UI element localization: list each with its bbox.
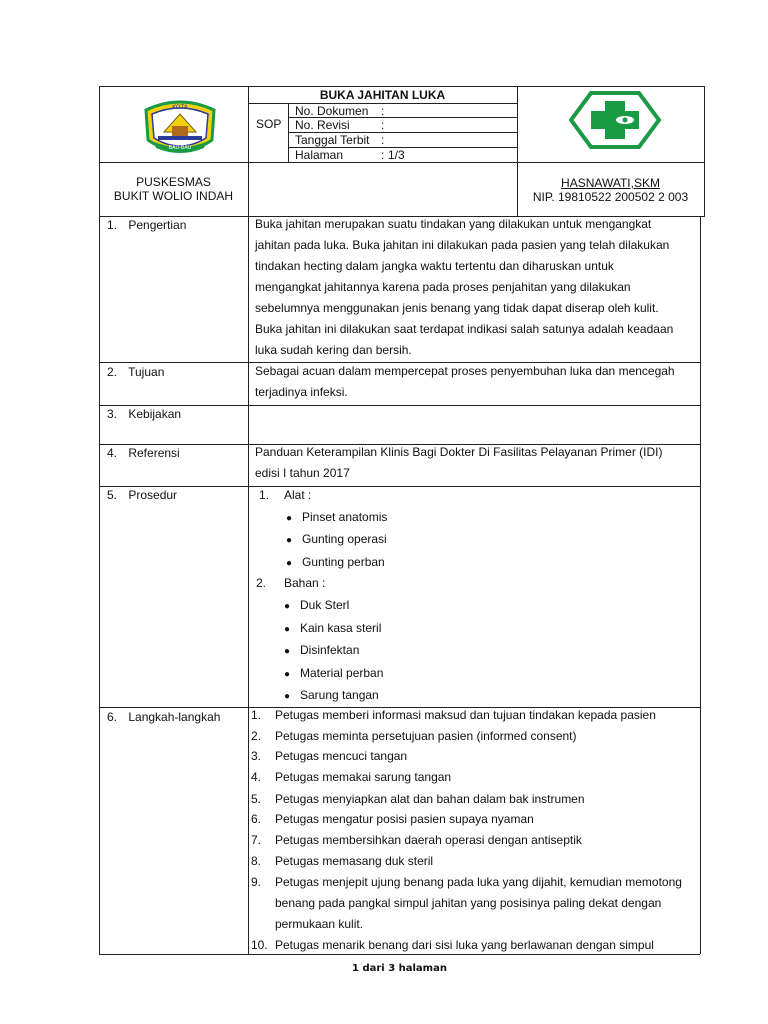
step-text: Petugas menarik benang dari sisi luka yang berlawanan dengan simpul (275, 938, 654, 952)
kota-baubau-logo (140, 96, 220, 158)
text-line: luka sudah kering dan bersih. (255, 343, 412, 357)
step-item (251, 789, 694, 810)
text-line: mengangkat jahitannya karena pada proses penjahitan yang dilakukan (255, 280, 631, 294)
step-text: Petugas memakai sarung tangan (275, 770, 452, 784)
bullet-icon: ● (284, 691, 291, 702)
section-label-kebijakan (107, 407, 181, 421)
section-number: 5. (107, 488, 118, 502)
step-number: 8. (251, 854, 262, 868)
step-item (251, 935, 694, 956)
section-title: Pengertian (128, 218, 187, 232)
section-number: 2. (107, 365, 118, 379)
section-title: Tujuan (128, 365, 165, 379)
referensi-text (255, 442, 694, 484)
text-line: Sebagai acuan dalam mempercepat proses penyembuhan luka dan mencegah (255, 364, 675, 378)
list-item (284, 598, 349, 614)
step-number: 7. (251, 833, 262, 847)
list-heading: Bahan : (284, 576, 326, 590)
sop-label: SOP (256, 117, 282, 131)
doc-field-label: Halaman (295, 148, 344, 162)
list-item (286, 555, 385, 571)
text-line: sebelumnya menggunakan jenis benang yang tidak dapat diserap oleh kulit. (255, 301, 659, 315)
step-text: Petugas meminta persetujuan pasien (informed consent) (275, 729, 577, 743)
bullet-icon: ● (286, 558, 293, 569)
step-text: Petugas membersihkan daerah operasi dengan antiseptik (275, 833, 582, 847)
list-item (286, 510, 387, 526)
sop-title: BUKA JAHITAN LUKA (319, 88, 446, 102)
step-item (251, 872, 694, 935)
section-title: Kebijakan (128, 407, 182, 421)
doc-field-sep: : (381, 118, 385, 132)
list-item (284, 666, 383, 682)
list-item-text: Kain kasa steril (300, 621, 382, 635)
text-line: Panduan Keterampilan Klinis Bagi Dokter Di Fasilitas Pelayanan Primer (IDI) (255, 445, 663, 459)
list-item-text: Disinfektan (300, 643, 360, 657)
step-text: Petugas memasang duk steril (275, 854, 434, 868)
step-text: Petugas menyiapkan alat dan bahan dalam bak instrumen (275, 792, 585, 806)
list-item-text: Pinset anatomis (302, 510, 388, 524)
step-number: 3. (251, 749, 262, 763)
list-item (284, 643, 359, 659)
step-item (251, 809, 694, 830)
org-name-line2: BUKIT WOLIO INDAH (113, 189, 234, 203)
doc-field-value: 1/3 (388, 148, 405, 162)
step-text: Petugas mengatur posisi pasien supaya nyaman (275, 812, 534, 826)
bullet-icon: ● (284, 646, 291, 657)
org-name-line1: PUSKESMAS (136, 175, 211, 189)
step-number: 1. (251, 708, 262, 722)
step-item (251, 851, 694, 872)
section-number: 6. (107, 710, 118, 724)
bullet-icon: ● (286, 535, 293, 546)
list-item (286, 532, 387, 548)
text-line: jahitan pada luka. Buka jahitan ini dilakukan pada pasien yang telah dilakukan (255, 238, 670, 252)
list-number: 2. (256, 576, 267, 590)
section-number: 3. (107, 407, 118, 421)
list-item-text: Sarung tangan (300, 688, 379, 702)
step-number: 4. (251, 770, 262, 784)
list-item (284, 688, 379, 704)
tujuan-text (255, 361, 694, 403)
bullet-icon: ● (284, 669, 291, 680)
step-item (251, 830, 694, 851)
page-number: 1 dari 3 halaman (352, 963, 447, 974)
section-label-tujuan (107, 365, 164, 379)
list-item-text: Material perban (300, 666, 384, 680)
step-text: Petugas mencuci tangan (275, 749, 408, 763)
section-title: Referensi (128, 446, 180, 460)
step-number: 10. (251, 938, 268, 952)
bullet-icon: ● (284, 624, 291, 635)
doc-field-sep: : (381, 133, 385, 147)
doc-field-sep: : (381, 104, 385, 118)
bullet-icon: ● (284, 601, 291, 612)
official-name: HASNAWATI,SKM (561, 176, 660, 190)
step-item (251, 746, 694, 767)
prosedur-bahan-heading (256, 576, 325, 590)
section-number: 1. (107, 218, 118, 232)
step-item (251, 767, 694, 788)
step-number: 5. (251, 792, 262, 806)
doc-field-label: Tanggal Terbit (295, 133, 370, 147)
section-label-langkah (107, 710, 220, 724)
doc-field-sep: : (381, 148, 385, 162)
step-number: 9. (251, 875, 262, 889)
bullet-icon: ● (286, 513, 293, 524)
step-number: 2. (251, 729, 262, 743)
list-item-text: Gunting perban (302, 555, 385, 569)
section-title: Langkah-langkah (128, 710, 221, 724)
step-number: 6. (251, 812, 262, 826)
logo-top-text: KOTA (172, 104, 188, 111)
pengertian-text (255, 214, 694, 361)
section-number: 4. (107, 446, 118, 460)
doc-field-label: No. Revisi (295, 118, 350, 132)
list-heading: Alat : (284, 488, 312, 502)
prosedur-alat-heading (259, 488, 311, 502)
section-label-pengertian (107, 218, 186, 232)
doc-field-label: No. Dokumen (295, 104, 369, 118)
list-number: 1. (259, 488, 270, 502)
step-text: Petugas menjepit ujung benang pada luka yang dijahit, kemudian memotong (275, 875, 682, 889)
page-bottom-mask (249, 955, 701, 961)
step-text: Petugas memberi informasi maksud dan tujuan tindakan kepada pasien (275, 708, 656, 722)
step-item (251, 705, 694, 726)
step-text: permukaan kulit. (275, 917, 364, 931)
puskesmas-logo (569, 91, 661, 149)
logo-bottom-text: BAU-BAU (168, 145, 192, 151)
section-label-referensi (107, 446, 180, 460)
text-line: edisi I tahun 2017 (255, 466, 350, 480)
text-line: terjadinya infeksi. (255, 385, 348, 399)
step-text: benang pada pangkal simpul jahitan yang posisinya paling dekat dengan (275, 896, 662, 910)
text-line: tindakan hecting dalam jangka waktu tertentu dan diharuskan untuk (255, 259, 614, 273)
section-label-prosedur (107, 488, 177, 502)
list-item-text: Duk Sterl (300, 598, 350, 612)
list-item (284, 621, 381, 637)
list-item-text: Gunting operasi (302, 532, 387, 546)
official-nip: NIP. 19810522 200502 2 003 (532, 190, 689, 204)
text-line: Buka jahitan merupakan suatu tindakan yang dilakukan untuk mengangkat (255, 217, 652, 231)
step-item (251, 726, 694, 747)
section-title: Prosedur (128, 488, 178, 502)
text-line: Buka jahitan ini dilakukan saat terdapat indikasi salah satunya adalah keadaan (255, 322, 674, 336)
